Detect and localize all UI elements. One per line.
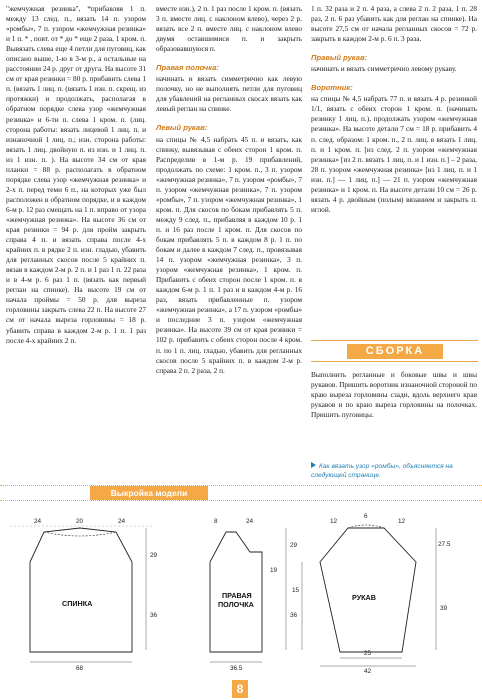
sleeve-piece xyxy=(292,513,451,674)
front-label-line2: ПОЛОЧКА xyxy=(218,600,254,609)
paragraph-collar: на спицы № 4,5 набрать 77 п. и вязать 4 р. резинкой 1/1, вязать с обеих сторон 1 кром. п. (начинать резинку 1 лиц. п.), продолжать узором «жемчужная резинка». На высоте детали 7 см = 18 р. прибавить 4 п. след. образом: 1 кром. п., 2 п. лиц. в вязать 1 лиц. п. и 1 кром. п. [из след. 2 п. узором «жемчужная резинка» [из 2 п. вязать 1 лиц. п. и 1 изн. п.] – 2 раза, 28 п. узором «жемчужная резинка» [из 1 лиц. п. и 1 изн. п.] — 1 лиц. п.] — 21 п. узором «жемчужная резинка» и 1 кром. п. На высоте детали 10 см = 26 р. вязать 4 р. двойным (полым) вязанием и закрыть п. иглой. xyxy=(311,94,477,214)
back-label: СПИНКА xyxy=(62,599,93,608)
page-number: 8 xyxy=(232,680,248,698)
sleeve-dim-height-left: 15 xyxy=(292,587,300,594)
sleeve-dim-cuff: 25 xyxy=(364,650,372,657)
back-piece xyxy=(10,518,158,672)
sleeve-dim-height-upper: 27.5 xyxy=(438,541,451,548)
heading-collar: Воротник: xyxy=(311,83,353,93)
sleeve-dim-top-mid: 6 xyxy=(364,513,368,520)
back-dim-width: 68 xyxy=(76,665,84,672)
sleeve-dim-top-right: 12 xyxy=(398,518,406,525)
pattern-header-band xyxy=(0,485,482,501)
front-label-line1: ПРАВАЯ xyxy=(222,591,252,600)
assembly-section xyxy=(311,370,477,420)
paragraph-right-sleeve: начинать и вязать симметрично левому рукаву. xyxy=(311,64,457,74)
front-dim-height-mid: 19 xyxy=(270,567,278,574)
arrow-right-icon xyxy=(311,462,316,468)
text-column-1 xyxy=(6,4,146,346)
sleeve-dim-top-left: 12 xyxy=(330,518,338,525)
front-dim-top-right: 24 xyxy=(246,518,254,525)
paragraph-right-front: начинать и вязать симметрично как левую полочку, но не выполнять петли для пуговиц для убавлений на регланных скосах вязать как левый реглан на спинке. xyxy=(156,74,302,114)
front-dim-top-left: 8 xyxy=(214,518,218,525)
tip-text: Как вязать узор «ромбы», объясняется на следующей странице. xyxy=(311,463,453,479)
assembly-title: СБОРКА xyxy=(347,344,443,359)
paragraph-sleeve-continued: 1 п. 32 раза и 2 п. 4 раза, а слева 2 п. 2 раза, 1 п. 28 раз, 2 п. 6 раз убавить как для реглан на спинке). На высоте 27,5 см от начала регланных скосов = 72 р. закрыть в каждом 2-м р. 6 п. 3 раза. xyxy=(311,4,477,44)
front-piece xyxy=(210,518,298,672)
paragraph-assembly: Выполнить регланные и боковые швы и швы рукавов. Пришить воротник изнаночной стороной по краю выреза горловины сзади, вдоль верхнего края рукавов и по краю выреза горловины на полочках. Пришить пуговицы. xyxy=(311,370,477,420)
front-dim-height-lower: 36 xyxy=(290,612,298,619)
back-dim-height-upper: 29 xyxy=(150,552,158,559)
tip-note xyxy=(311,462,477,480)
paragraph-bind-off: вместе изн.), 2 п. 1 раз после 1 кром. п. (вязать 3 п. вместе лиц. с наклоном влево), через 2 р. вязать все 2 п. вместе лиц. с наклоном влево двумя оставшимися п. и закрыть образовавшуюся п. xyxy=(156,4,302,54)
heading-left-sleeve: Левый рукав: xyxy=(156,123,208,133)
paragraph-left-front-continued: "жемчужная резинка", *прибавляя 1 п. между 13 след. п., вязать 14 п. узором «ромбы», 7 п. узором «жемчужная резинка» и 1 п. * , повт. от * до * еще 2 раза, 1 кром. п. Вывязать слева еще 4 петли для пуговиц, как описано выше, 1-ю в 3-м р., а остальные на расстоянии 24 р. друг от друга. На высоте 31 см от края резинки = 80 р. прибавить слева 1 п. (вязать 1 лиц. п. (вязать 1 изн. п. скрещ. из протяжки) и продолжать, располагая в обратном порядке слева узор «жемчужная резинка» и 6-ти п. слева 1 кром. п. (лиц. сторона работы: вязать лицевой 1 лиц. п. и изнаночной 1 лиц. п.; изн. сторона работы: вязать 1 лиц. двойную п. из изн. и 1 лиц. п. из 1 изн. п. ). На высоте 34 см от края планки = 88 р. располагать в обратном порядке слева узор «жемчужная резинка» и 2-х п. перед теми 6 п., на которых уже был расположен в обратном порядке, и в каждом 6-м р. 12 раз смещать на 1 п. вправо от узора «жемчужная резинка». На высоте 36 см от края резинки = 94 р. для пройм закрыть справа 4 п. и вязать справа после 4-х крайних п. в рядке 2 п. изн. гладью, убавить для регланных скосов после 5 крайних п. вязав в каждом 2-м р. 2 п. и 1 раз 1 п. 22 раза и в 4-м р. 6 раз 1 п. (вязать как первый реглан на спинке). На высоте 19 см от начала проймы = 50 р. для выреза горловины закрыть слева 22 п. На высоте 27 см от начала выреза горловины = 18 р. убавить справа в каждом 2-м р. 1 п. 1 раз после 4-х крайних 2 п. xyxy=(6,4,146,345)
heading-right-front: Правая полочка: xyxy=(156,63,219,73)
front-dim-height-upper: 29 xyxy=(290,542,298,549)
text-column-3 xyxy=(311,4,477,215)
back-dim-top-mid: 20 xyxy=(76,518,84,525)
back-dim-top-left: 24 xyxy=(34,518,42,525)
sleeve-label: РУКАВ xyxy=(352,593,376,602)
sleeve-dim-width: 42 xyxy=(364,668,372,674)
heading-right-sleeve: Правый рукав: xyxy=(311,53,368,63)
paragraph-left-sleeve: на спицы № 4,5 набрать 45 п. и вязать, как спинку, вывязывая с обеих сторон 1 кром. п. Распределив в 1-м р. 19 прибавлений, продолжать по схеме: 1 кром. п., 3 п. узором «жемчужная резинка», 7 п. узором «ромбы», 7 п. узором «жемчужная резинка», 7 п. узором «ромбы», 7 п. узором «жемчужная резинка», 1 кром. п. Для скосов по бокам прибавлять 5 п. между 9 след. п., прибавляя в каждом 10 р. 1 п. и 16 раз после 1 кром. п. Для скосов по бокам прибавлять 5 п. в каждом 8 р. 1 п. по бокам и далее в каждом 7 след. п., провязывая 14 п. узором «жемчужная резинка», 3 п. узором «жемчужная резинка», 1 кром. п. Прибавить с обеих сторон после 1 кром. п. в каждом 6-м р. 1 п. 1 раз и в каждом 4-м р. 16 раз, вязать прибавленные п. узором «жемчужная резинка», а 17 п. узором «ромбы» и последние 3 п. узором «жемчужная резинка». На высоте 39 см от края резинки = 102 р. прибавить с обеих сторон после 4 кром. п. по 1 п. лиц. гладью, убавить для регланных скосов после 5 крайних п. в каждом 2-м р. справа 2 п. 2 раза, 2 п. xyxy=(156,134,302,375)
pattern-diagram xyxy=(0,502,482,674)
pattern-title: Выкройка модели xyxy=(90,486,208,500)
back-dim-top-right: 24 xyxy=(118,518,126,525)
assembly-header-band xyxy=(311,340,478,362)
sleeve-dim-height-lower: 39 xyxy=(440,605,448,612)
text-column-2 xyxy=(156,4,302,376)
front-dim-width: 36.5 xyxy=(230,665,243,672)
back-dim-height-lower: 36 xyxy=(150,612,158,619)
